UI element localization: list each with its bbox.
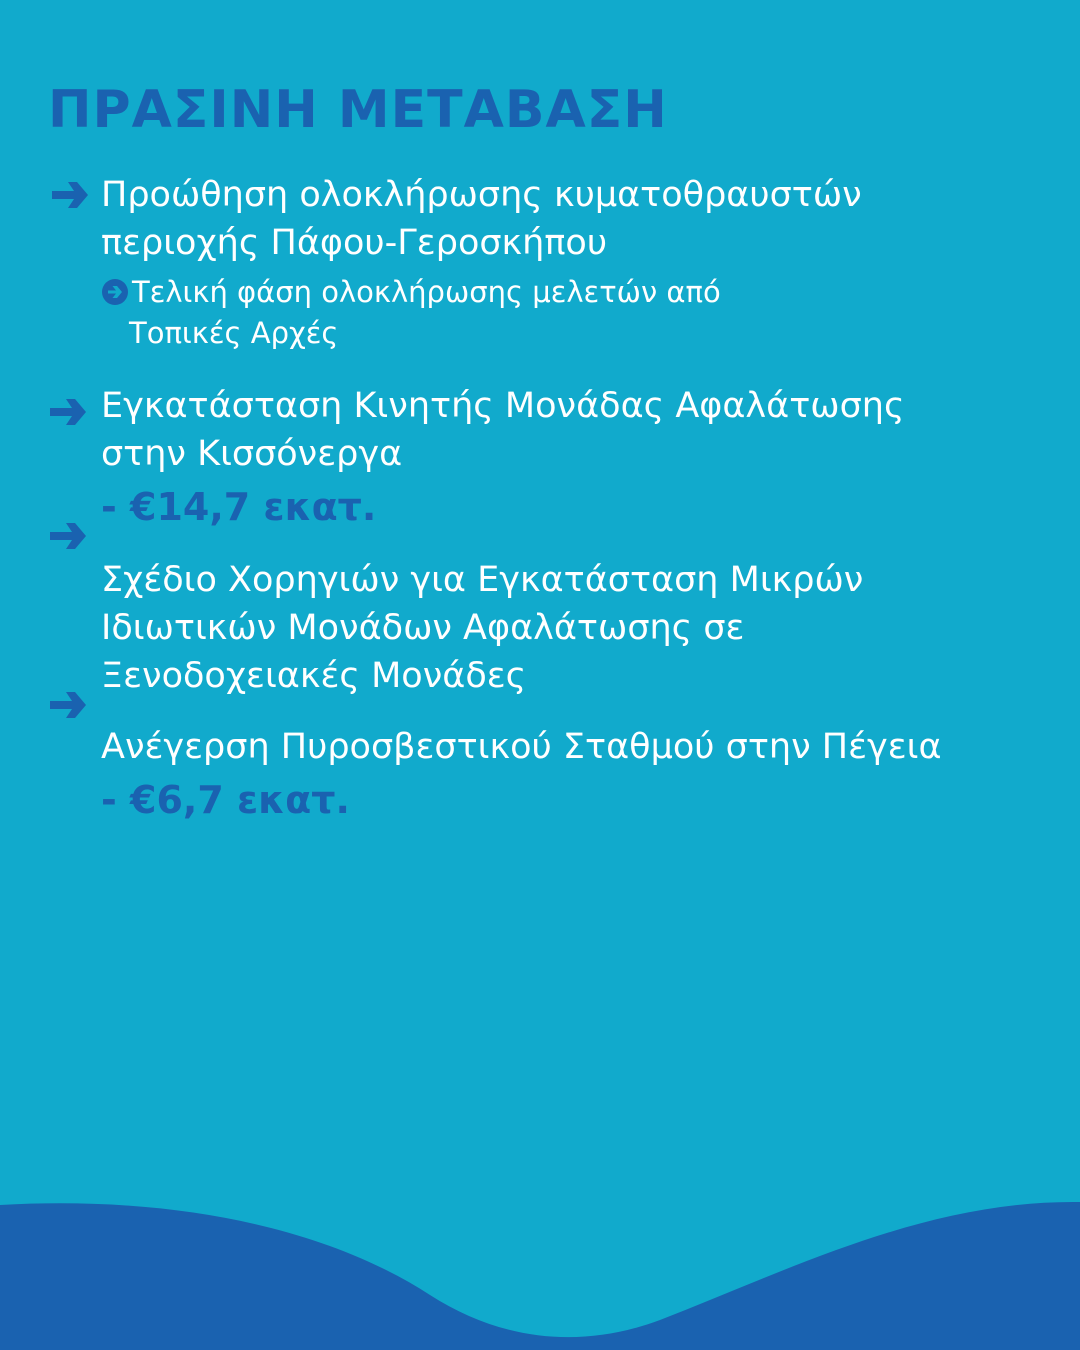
arrow-right-icon xyxy=(46,686,90,724)
item-text-line: Σχέδιο Χορηγιών για Εγκατάσταση Μικρών xyxy=(101,560,864,600)
arrow-right-icon xyxy=(46,393,90,431)
item-text-line: περιοχής Πάφου-Γεροσκήπου xyxy=(101,223,608,263)
item-text-line: Προώθηση ολοκλήρωσης κυματοθραυστών xyxy=(101,175,862,215)
price-label: - €14,7 εκατ. xyxy=(101,485,377,529)
list-item xyxy=(101,382,905,478)
item-text-line: Ξενοδοχειακές Μονάδες xyxy=(101,656,527,696)
list-item xyxy=(101,723,942,771)
page-title: ΠΡΑΣΙΝΗ ΜΕΤΑΒΑΣΗ xyxy=(48,80,668,140)
arrow-right-icon xyxy=(48,176,92,214)
price-label: - €6,7 εκατ. xyxy=(101,778,350,822)
sub-item-text-line: Τελική φάση ολοκλήρωσης μελετών από xyxy=(132,275,721,309)
sub-item-text-line: Τοπικές Αρχές xyxy=(129,316,339,350)
bottom-wave-decoration xyxy=(0,1200,1080,1350)
item-text-line: Εγκατάσταση Κινητής Μονάδας Αφαλάτωσης xyxy=(101,386,905,426)
arrow-right-icon xyxy=(46,517,90,555)
item-text-line: στην Κισσόνεργα xyxy=(101,434,403,474)
list-item xyxy=(101,556,863,700)
circle-arrow-icon xyxy=(101,278,129,306)
list-item xyxy=(101,171,862,267)
sub-list-item xyxy=(129,272,721,354)
item-text-line: Ανέγερση Πυροσβεστικού Σταθμού στην Πέγεια xyxy=(101,727,942,767)
item-text-line: Ιδιωτικών Μονάδων Αφαλάτωσης σε xyxy=(101,608,745,648)
